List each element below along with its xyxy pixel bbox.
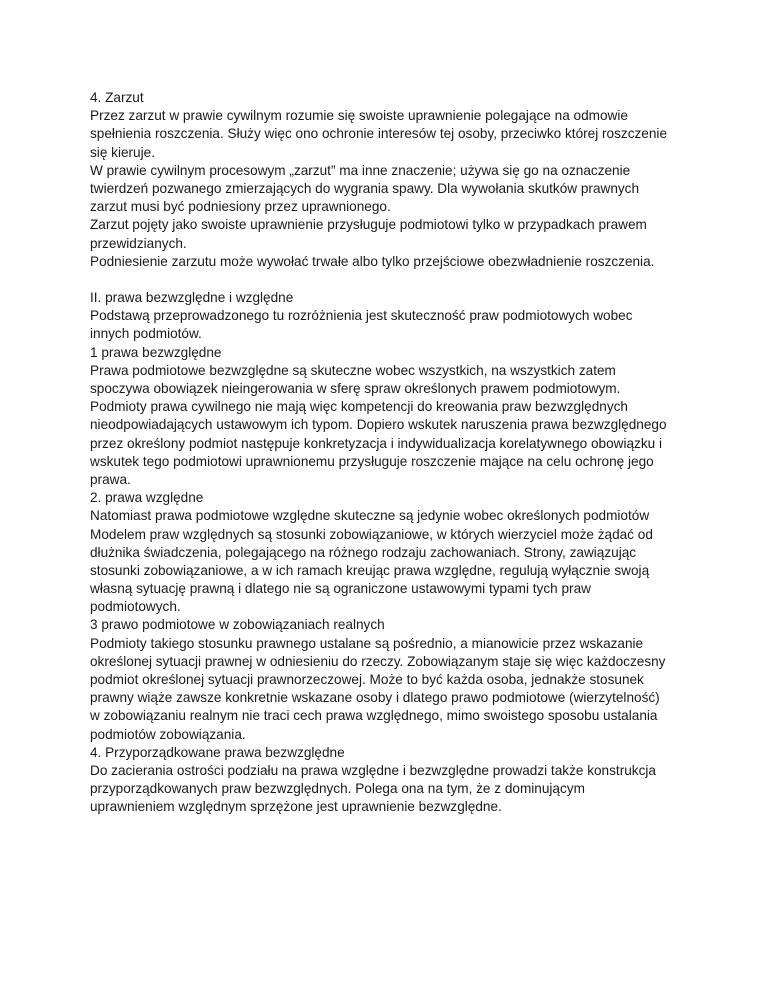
subheading-prawa-wzgledne: 2. prawa względne <box>90 490 204 506</box>
text-line: Modelem praw względnych są stosunki zobowiązaniowe, w których wierzyciel może żądać od <box>90 526 653 542</box>
text-line: Przez zarzut w prawie cywilnym rozumie się swoiste uprawnienie polegające na odmowie <box>90 108 628 124</box>
text-line: określonej sytuacji prawnej w odniesieniu do rzeczy. Zobowiązanym staje się więc każdoczesny <box>90 653 666 669</box>
text-line: nieodpowiadających ustawowym ich typom. Dopiero wskutek naruszenia prawa bezwzględnego <box>90 417 667 433</box>
heading-zarzut: 4. Zarzut <box>90 90 144 105</box>
text-line: w zobowiązaniu realnym nie traci cech prawa względnego, mimo swoistego sposobu ustalania <box>90 708 658 724</box>
text-line: Podmioty prawa cywilnego nie mają więc kompetencji do kreowania praw bezwzględnych <box>90 399 628 415</box>
text-line: Natomiast prawa podmiotowe względne skuteczne są jedynie wobec określonych podmiotów <box>90 508 650 524</box>
text-line: twierdzeń pozwanego zmierzających do wygrania spawy. Dla wywołania skutków prawnych <box>90 180 640 196</box>
text-line: prawa. <box>90 471 131 487</box>
subheading-zobowiazania-realne: 3 prawo podmiotowe w zobowiązaniach realnych <box>90 617 385 633</box>
text-line: dłużnika świadczenia, polegającego na różnego rodzaju zachowaniach. Strony, zawiązując <box>90 544 637 560</box>
text-line: prawny wiąże zawsze konkretnie wskazane osoby i dlatego prawo podmiotowe (wierzytelność) <box>90 690 660 706</box>
text-line: spełnienia roszczenia. Służy więc ono ochronie interesów tej osoby, przeciwko której roszczenie <box>90 126 668 142</box>
text-line: W prawie cywilnym procesowym „zarzut” ma inne znaczenie; używa się go na oznaczenie <box>90 162 631 178</box>
text-line: przez określony podmiot następuje konkretyzacja i indywidualizacja korelatywnego obowiązku i <box>90 435 662 451</box>
text-line: podmiotowych. <box>90 599 181 615</box>
text-line: podmiotów zobowiązania. <box>90 726 246 742</box>
heading-prawa-bezwzgledne-i-wzgledne: II. prawa bezwzględne i względne <box>90 290 294 306</box>
text-line: innych podmiotów. <box>90 326 202 342</box>
text-line: Podmioty takiego stosunku prawnego ustalane są pośrednio, a mianowicie przez wskazanie <box>90 635 644 651</box>
text-line: Podstawą przeprowadzonego tu rozróżnienia jest skuteczność praw podmiotowych wobec <box>90 308 633 324</box>
text-line: wskutek tego podmiotowi uprawnionemu przysługuje roszczenie mające na celu ochronę jego <box>90 453 654 469</box>
text-line: spoczywa obowiązek nieingerowania w sferę spraw określonych prawem podmiotowym. <box>90 381 621 396</box>
text-line: Prawa podmiotowe bezwzględne są skuteczne wobec wszystkich, na wszystkich zatem <box>90 362 616 378</box>
text-line: przyporządkowanych praw bezwzględnych. Polega ona na tym, że z dominującym <box>90 781 585 797</box>
paragraph-gap <box>90 271 690 289</box>
text-line: się kieruje. <box>90 144 155 160</box>
text-line: Do zacierania ostrości podziału na prawa względne i bezwzględne prowadzi także konstrukcja <box>90 762 656 778</box>
text-line: własną sytuację prawną i dlatego nie są ograniczone ustawowymi typami tych praw <box>90 581 591 597</box>
text-line: zarzut musi być podniesiony przez uprawnionego. <box>90 199 391 215</box>
text-line: Podniesienie zarzutu może wywołać trwałe albo tylko przejściowe obezwładnienie roszczenia. <box>90 253 655 269</box>
text-line: stosunki zobowiązaniowe, a w ich ramach kreując prawa względne, regulują wyłącznie swoją <box>90 562 650 578</box>
text-line: uprawnieniem względnym sprzężone jest uprawnienie bezwzględne. <box>90 799 502 815</box>
subheading-przyporzadkowane-prawa: 4. Przyporządkowane prawa bezwzględne <box>90 744 345 760</box>
subheading-prawa-bezwzgledne: 1 prawa bezwzględne <box>90 344 222 360</box>
document-page <box>90 89 690 817</box>
text-line: przewidzianych. <box>90 235 187 251</box>
text-line: podmiot określonej sytuacji prawnorzeczowej. Może to być każda osoba, jednakże stosunek <box>90 672 644 687</box>
text-line: Zarzut pojęty jako swoiste uprawnienie przysługuje podmiotowi tylko w przypadkach prawem <box>90 217 647 233</box>
